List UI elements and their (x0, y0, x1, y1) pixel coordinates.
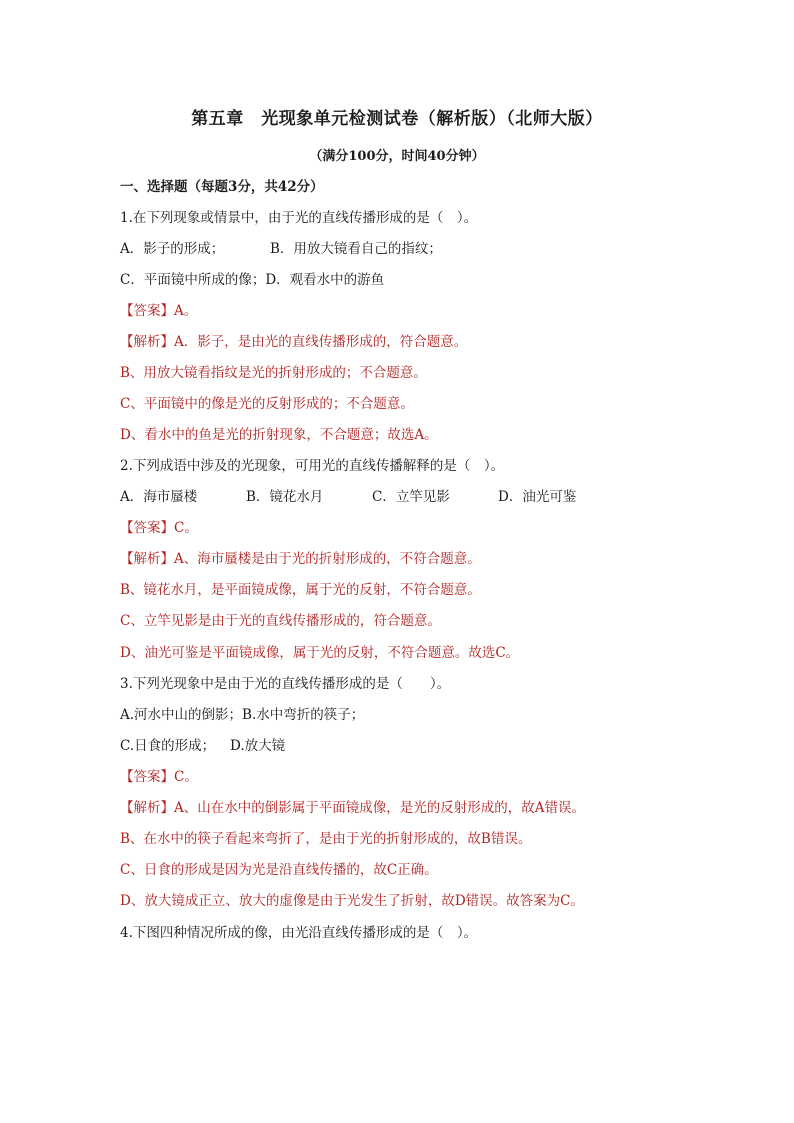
answer-value: C。 (174, 520, 198, 536)
question-4-stem: 4.下图四种情况所成的像，由光沿直线传播形成的是（ ）。 (120, 925, 478, 941)
question-2-analysis-1 (120, 550, 481, 568)
analysis-text: A．影子，是由光的直线传播形成的，符合题意。 (174, 334, 468, 350)
page-title: 第五章 光现象单元检测试卷（解析版）（北师大版） (191, 109, 603, 129)
question-3-analysis-3: C、日食的形成是因为光是沿直线传播的，故C正确。 (120, 862, 438, 878)
question-1-answer (120, 302, 197, 320)
answer-label: 【答案】 (120, 769, 174, 785)
page-subtitle: （满分100分，时间40分钟） (309, 149, 485, 164)
question-2-analysis-2: B、镜花水月，是平面镜成像，属于光的反射，不符合题意。 (120, 582, 481, 598)
question-3-analysis-1 (120, 799, 585, 817)
question-3-analysis-2: B、在水中的筷子看起来弯折了，是由于光的折射形成的，故B错误。 (120, 831, 532, 847)
section-heading: 一、选择题（每题3分，共42分） (120, 179, 324, 195)
question-2-option-d: D．油光可鉴 (498, 489, 577, 505)
analysis-label: 【解析】 (120, 551, 174, 567)
question-2-analysis-3: C、立竿见影是由于光的直线传播形成的，符合题意。 (120, 613, 441, 629)
question-2-analysis-4: D、油光可鉴是平面镜成像，属于光的反射，不符合题意。故选C。 (120, 645, 520, 661)
question-1-options-ab (120, 240, 442, 258)
question-1-analysis-1 (120, 333, 467, 351)
question-1-stem: 1.在下列现象或情景中，由于光的直线传播形成的是（ ）。 (120, 210, 478, 226)
analysis-label: 【解析】 (120, 800, 174, 816)
question-3-option-ab: A.河水中山的倒影；B.水中弯折的筷子； (120, 707, 365, 723)
answer-label: 【答案】 (120, 520, 174, 536)
analysis-label: 【解析】 (120, 334, 174, 350)
question-2-options (120, 488, 576, 506)
question-3-stem: 3.下列光现象中是由于光的直线传播形成的是（ ）。 (120, 676, 451, 692)
question-2-answer (120, 519, 198, 537)
analysis-text: A、山在水中的倒影属于平面镜成像，是光的反射形成的，故A错误。 (174, 800, 585, 816)
question-3-answer (120, 768, 198, 786)
question-1-analysis-4: D、看水中的鱼是光的折射现象，不合题意；故选A。 (120, 427, 438, 443)
answer-label: 【答案】 (120, 303, 174, 319)
question-3-options-cd (120, 737, 285, 755)
question-1-option-cd: C．平面镜中所成的像；D．观看水中的游鱼 (120, 272, 385, 288)
question-1-analysis-3: C、平面镜中的像是光的反射形成的；不合题意。 (120, 396, 414, 412)
question-1-option-a: A．影子的形成； (120, 241, 225, 257)
answer-value: C。 (174, 769, 198, 785)
question-1-analysis-2: B、用放大镜看指纹是光的折射形成的；不合题意。 (120, 365, 427, 381)
question-2-stem: 2.下列成语中涉及的光现象，可用光的直线传播解释的是（ ）。 (120, 458, 505, 474)
question-3-analysis-4: D、放大镜成正立、放大的虚像是由于光发生了折射，故D错误。故答案为C。 (120, 893, 584, 909)
question-3-option-d: D.放大镜 (230, 738, 286, 754)
question-2-option-c: C．立竿见影 (372, 489, 450, 505)
question-1-option-b: B．用放大镜看自己的指纹； (270, 241, 442, 257)
question-2-option-b: B．镜花水月 (246, 489, 324, 505)
answer-value: A。 (174, 303, 198, 319)
question-3-option-c: C.日食的形成； (120, 738, 216, 754)
analysis-text: A、海市蜃楼是由于光的折射形成的，不符合题意。 (174, 551, 481, 567)
question-2-option-a: A．海市蜃楼 (120, 489, 198, 505)
